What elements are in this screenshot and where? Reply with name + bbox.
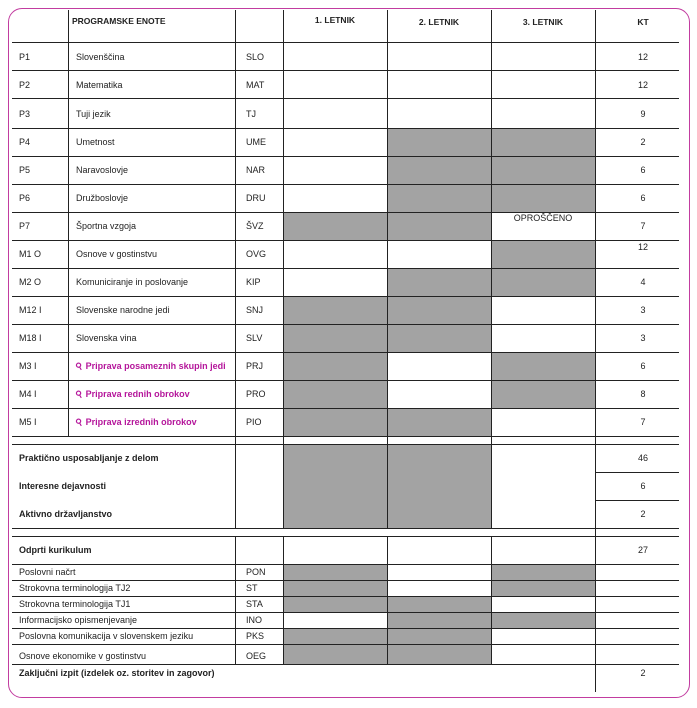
exempt-note: OPROŠČENO (513, 213, 573, 223)
unit-kt: 7 (640, 417, 646, 427)
unit-kt: 6 (640, 361, 646, 371)
open-item-name: Strokovna terminologija TJ1 (19, 599, 131, 609)
header-year-1: 1. LETNIK (314, 15, 356, 25)
unit-id: P7 (19, 221, 31, 231)
unit-abbr: NAR (246, 165, 266, 175)
unit-abbr: PRJ (246, 361, 264, 371)
unit-name: Slovenska vina (76, 333, 137, 343)
unit-id: M4 I (19, 389, 37, 399)
unit-name: Slovenske narodne jedi (76, 305, 170, 315)
open-item-abbr: INO (246, 615, 263, 625)
unit-kt: 6 (640, 193, 646, 203)
unit-id: P4 (19, 137, 31, 147)
open-item-abbr: OEG (246, 651, 267, 661)
unit-name: Matematika (76, 80, 123, 90)
unit-abbr: TJ (246, 109, 256, 119)
final-exam-label: Zaključni izpit (izdelek oz. storitev in zagovor) (19, 668, 215, 678)
link-icon: ⚲ (73, 416, 85, 429)
unit-abbr: DRU (246, 193, 266, 203)
unit-abbr: SLV (246, 333, 263, 343)
unit-kt: 12 (637, 52, 648, 62)
unit-id: M2 O (19, 277, 42, 287)
unit-abbr: OVG (246, 249, 267, 259)
header-year-2: 2. LETNIK (418, 17, 460, 27)
open-item-name: Poslovna komunikacija v slovenskem jeziku (19, 631, 194, 641)
unit-name: Naravoslovje (76, 165, 129, 175)
unit-id: M12 I (19, 305, 42, 315)
unit-abbr: SNJ (246, 305, 264, 315)
interest-activities-label: Interesne dejavnosti (19, 481, 107, 491)
unit-name-link[interactable] (73, 388, 190, 401)
unit-abbr: KIP (246, 277, 261, 287)
unit-id: M18 I (19, 333, 42, 343)
header-programme-units: PROGRAMSKE ENOTE (72, 16, 166, 26)
unit-id: P5 (19, 165, 31, 175)
unit-kt: 6 (640, 165, 646, 175)
open-curriculum-label: Odprti kurikulum (19, 545, 92, 555)
unit-kt: 12 (637, 242, 648, 252)
unit-abbr: SLO (246, 52, 265, 62)
unit-kt: 9 (640, 109, 646, 119)
active-citizenship-label: Aktivno državljanstvo (19, 509, 113, 519)
unit-name: Osnove v gostinstvu (76, 249, 158, 259)
unit-id: P6 (19, 193, 31, 203)
unit-id: M1 O (19, 249, 42, 259)
practical-training-kt: 46 (637, 453, 648, 463)
unit-kt: 2 (640, 137, 646, 147)
unit-name: Tuji jezik (76, 109, 111, 119)
open-item-name: Poslovni načrt (19, 567, 76, 577)
active-citizenship-kt: 2 (640, 509, 646, 519)
interest-activities-kt: 6 (640, 481, 646, 491)
link-icon: ⚲ (73, 360, 85, 373)
unit-abbr: ŠVZ (246, 221, 264, 231)
open-item-abbr: ST (246, 583, 258, 593)
unit-name: Priprava posameznih skupin jedi (85, 361, 226, 371)
final-exam-kt: 2 (640, 668, 646, 678)
open-curriculum-kt: 27 (637, 545, 648, 555)
unit-name: Umetnost (76, 137, 115, 147)
open-item-name: Informacijsko opismenjevanje (19, 615, 138, 625)
header-kt: KT (637, 17, 649, 27)
practical-training-label: Praktično usposabljanje z delom (19, 453, 159, 463)
open-item-abbr: STA (246, 599, 263, 609)
open-item-abbr: PON (246, 567, 266, 577)
unit-abbr: UME (246, 137, 266, 147)
unit-id: P2 (19, 80, 31, 90)
unit-id: P1 (19, 52, 31, 62)
open-item-name: Strokovna terminologija TJ2 (19, 583, 131, 593)
unit-name-link[interactable] (73, 416, 197, 429)
unit-kt: 3 (640, 305, 646, 315)
unit-name: Družboslovje (76, 193, 129, 203)
unit-abbr: PRO (246, 389, 266, 399)
unit-name: Komuniciranje in poslovanje (76, 277, 189, 287)
unit-name: Slovenščina (76, 52, 125, 62)
open-item-abbr: PKS (246, 631, 265, 641)
unit-kt: 3 (640, 333, 646, 343)
open-item-name: Osnove ekonomike v gostinstvu (19, 651, 147, 661)
unit-kt: 12 (637, 80, 648, 90)
unit-name: Priprava rednih obrokov (85, 389, 190, 399)
unit-kt: 8 (640, 389, 646, 399)
unit-id: P3 (19, 109, 31, 119)
unit-abbr: PIO (246, 417, 262, 427)
link-icon: ⚲ (73, 388, 85, 401)
unit-kt: 7 (640, 221, 646, 231)
unit-name: Športna vzgoja (76, 221, 137, 231)
unit-id: M3 I (19, 361, 37, 371)
unit-name: Priprava izrednih obrokov (85, 417, 197, 427)
unit-name-link[interactable] (73, 360, 226, 373)
unit-abbr: MAT (246, 80, 265, 90)
header-year-3: 3. LETNIK (522, 17, 564, 27)
unit-kt: 4 (640, 277, 646, 287)
unit-id: M5 I (19, 417, 37, 427)
